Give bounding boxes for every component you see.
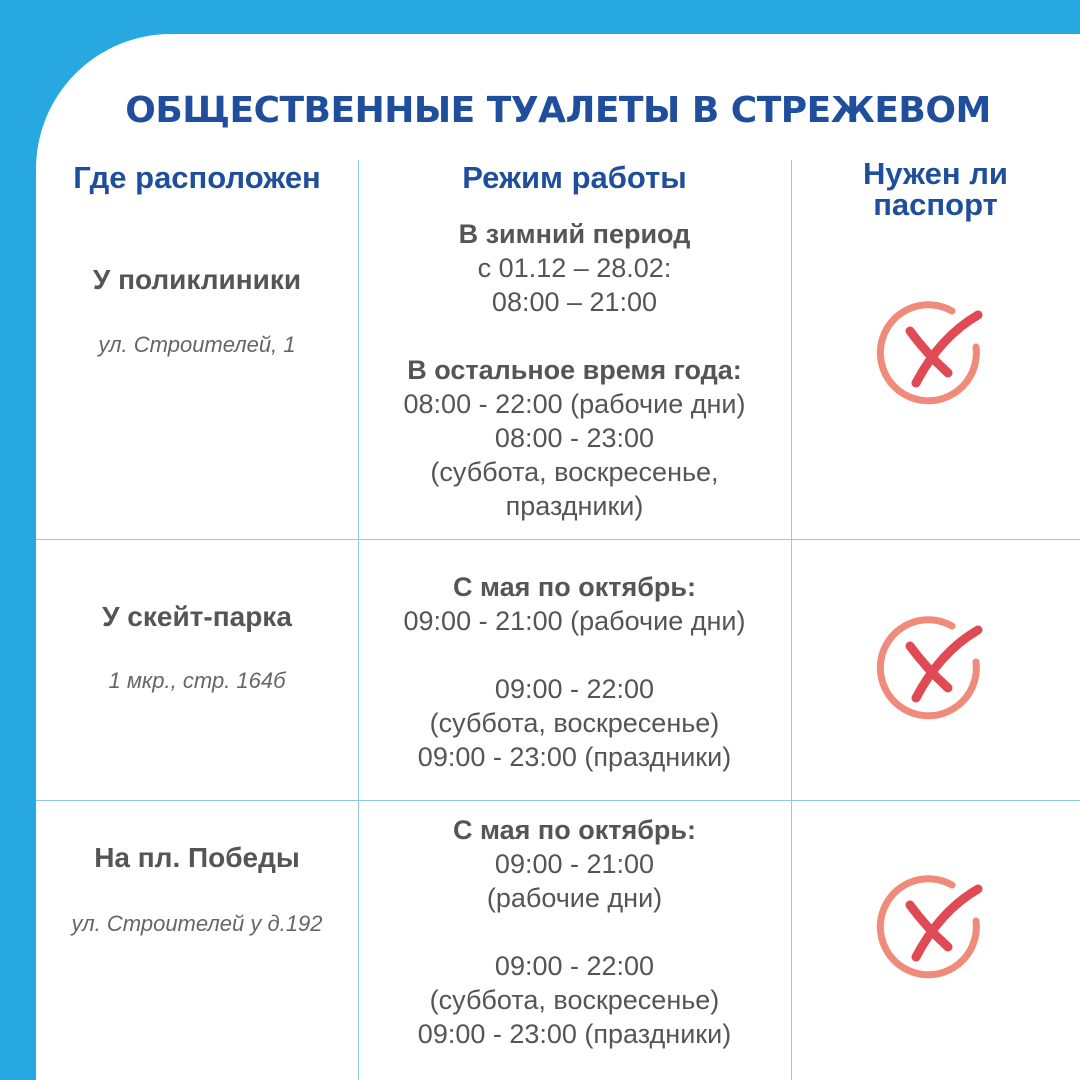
- schedule-line: [358, 638, 791, 672]
- schedule-line: 08:00 - 22:00 (рабочие дни): [403, 389, 746, 419]
- schedule-line: с 01.12 – 28.02:: [477, 253, 672, 283]
- schedule-line: 09:00 - 23:00 (праздники): [417, 742, 732, 772]
- schedule-line: 09:00 - 21:00 (рабочие дни): [403, 606, 746, 636]
- location-name: У скейт-парка: [102, 601, 292, 632]
- header-passport-line: паспорт: [873, 187, 998, 222]
- schedule-cell: [358, 570, 791, 774]
- cross-circle-icon: [874, 610, 986, 722]
- header-location: Где расположен: [73, 160, 321, 195]
- schedule-line: (суббота, воскресенье,: [430, 457, 719, 487]
- schedule-line: (суббота, воскресенье): [429, 708, 720, 738]
- location-name: У поликлиники: [92, 264, 302, 295]
- schedule-cell: [358, 813, 791, 1051]
- schedule-line: С мая по октябрь:: [453, 815, 696, 845]
- schedule-line: праздники): [505, 491, 644, 521]
- location-name: На пл. Победы: [94, 842, 300, 873]
- page-title: ОБЩЕСТВЕННЫЕ ТУАЛЕТЫ В СТРЕЖЕВОМ: [125, 90, 991, 131]
- schedule-line: (рабочие дни): [486, 883, 663, 913]
- schedule-line: 09:00 - 23:00 (праздники): [417, 1019, 732, 1049]
- schedule-line: 08:00 – 21:00: [491, 287, 658, 317]
- header-passport-line: Нужен ли: [863, 156, 1008, 191]
- schedule-line: 09:00 - 22:00: [494, 951, 655, 981]
- location-address: 1 мкр., стр. 164б: [108, 668, 286, 693]
- row-divider: [36, 539, 1080, 540]
- row-divider: [36, 800, 1080, 801]
- cross-circle-icon: [874, 295, 986, 407]
- schedule-line: [358, 915, 791, 949]
- schedule-line: В зимний период: [458, 219, 691, 249]
- cross-circle-icon: [874, 869, 986, 981]
- location-address: ул. Строителей, 1: [98, 332, 296, 357]
- schedule-line: 08:00 - 23:00: [494, 423, 655, 453]
- schedule-line: 09:00 - 21:00: [494, 849, 655, 879]
- column-divider: [791, 160, 792, 1080]
- schedule-line: [358, 319, 791, 353]
- header-hours: Режим работы: [462, 160, 687, 195]
- schedule-line: (суббота, воскресенье): [429, 985, 720, 1015]
- location-address: ул. Строителей у д.192: [71, 911, 323, 936]
- schedule-cell: [358, 217, 791, 523]
- header-passport: [791, 158, 1080, 220]
- info-card: [36, 34, 1080, 1080]
- schedule-line: С мая по октябрь:: [453, 572, 696, 602]
- schedule-line: В остальное время года:: [407, 355, 742, 385]
- schedule-line: 09:00 - 22:00: [494, 674, 655, 704]
